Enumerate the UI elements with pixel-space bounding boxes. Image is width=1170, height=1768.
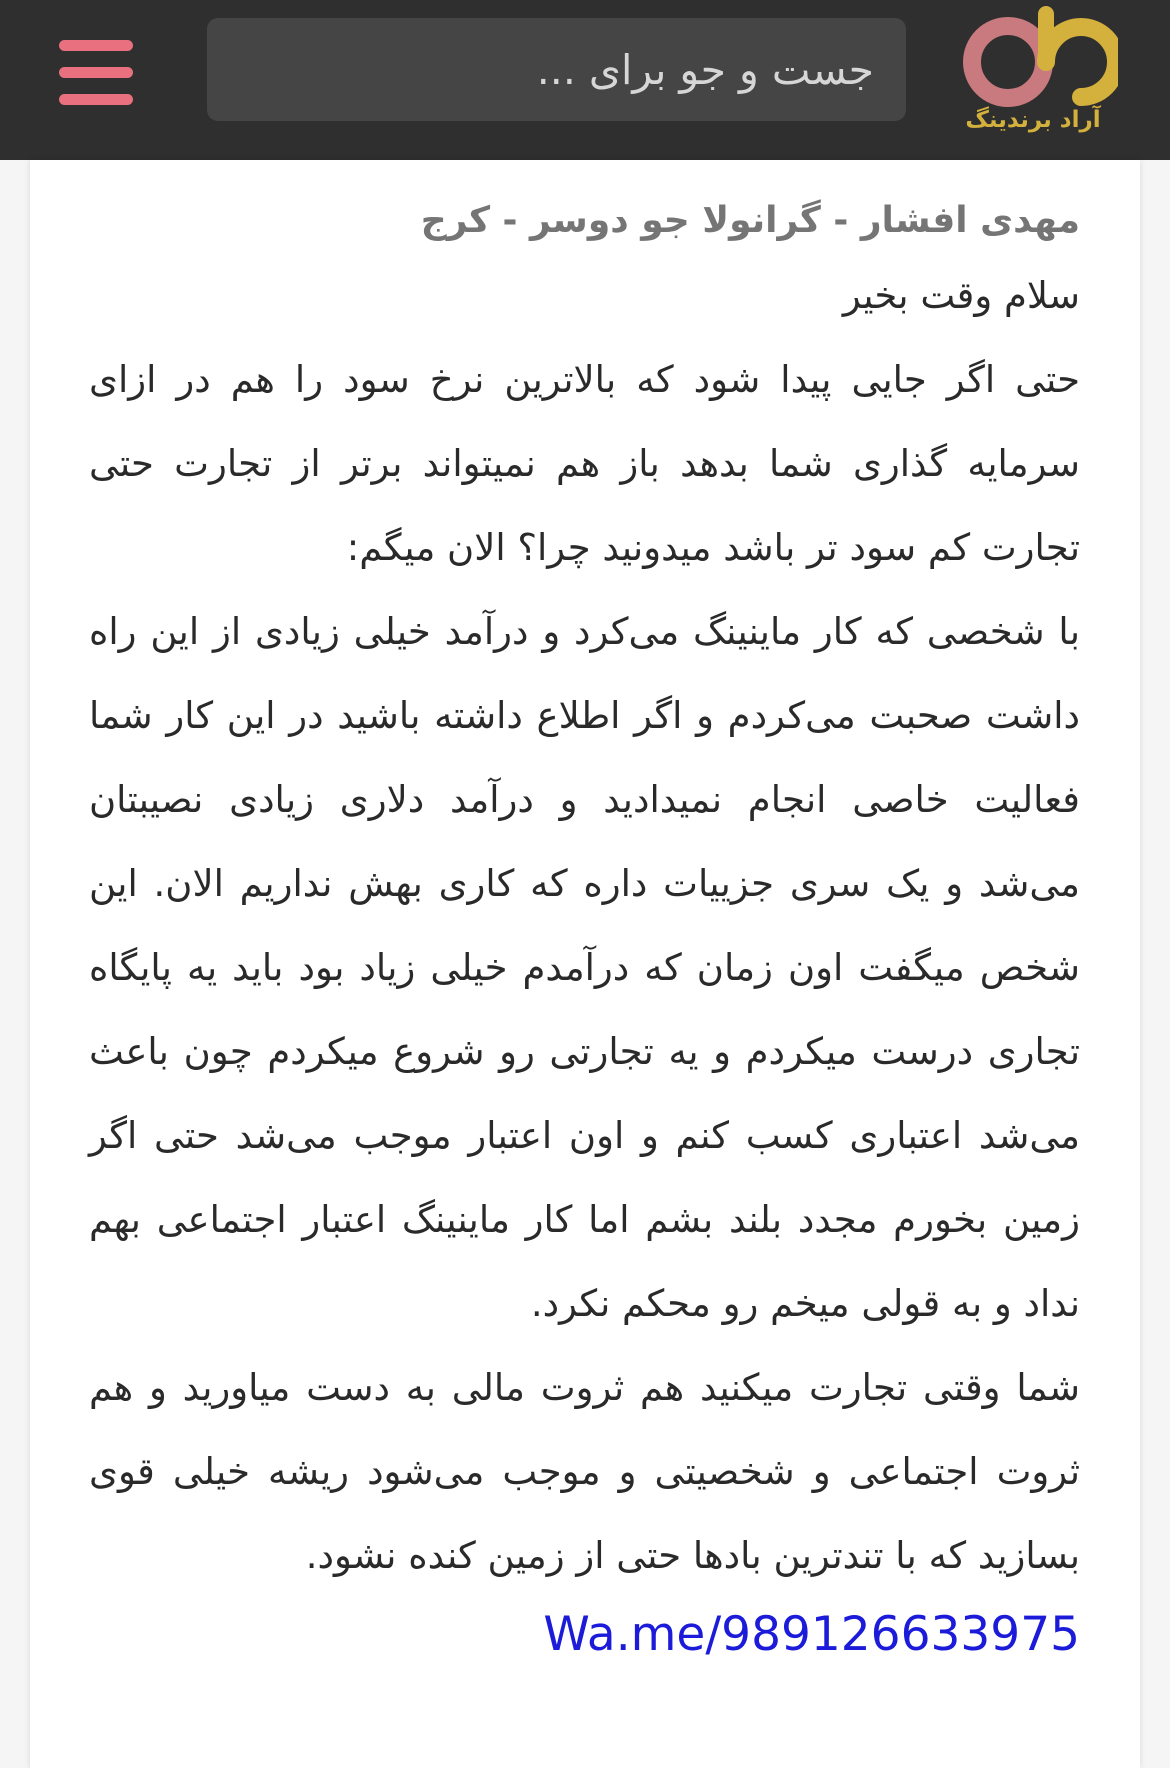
post-content bbox=[89, 188, 1080, 1670]
post-paragraph: با شخصی که کار ماینینگ می‌کرد و درآمد خیلی زیادی از این راه داشت صحبت می‌کردم و اگر اطلاع داشته باشید در این کار شما فعالیت خاصی انجام نمیدادید و درآمد دلاری زیادی نصیبتان می‌شد و یک سری جزییات داره که کاری بهش نداریم الان. این شخص میگفت اون زمان که درآمدم خیلی زیاد بود باید یه پایگاه تجاری درست میکردم و یه تجارتی رو شروع میکردم چون باعث می‌شد اعتباری کسب کنم و اون اعتبار موجب می‌شد حتی اگر زمین بخورم مجدد بلند بشم اما کار ماینینگ اعتبار اجتماعی بهم نداد و به قولی میخم رو محکم نکرد. bbox=[89, 610, 1080, 1325]
logo-text: آراد برندینگ bbox=[965, 107, 1101, 133]
search-input[interactable] bbox=[207, 18, 906, 121]
menu-bar-line bbox=[59, 40, 133, 51]
menu-bar-line bbox=[59, 94, 133, 105]
post-paragraph: شما وقتی تجارت میکنید هم ثروت مالی به دست میاورید و هم ثروت اجتماعی و شخصیتی و موجب می‌شود ریشه خیلی قوی بسازید که با تندترین بادها حتی از زمین کنده نشود. bbox=[89, 1366, 1080, 1577]
brand-logo[interactable] bbox=[948, 2, 1118, 148]
hamburger-menu-icon[interactable] bbox=[59, 40, 133, 104]
logo-mark-icon bbox=[948, 2, 1118, 112]
post-greeting: سلام وقت بخیر bbox=[842, 274, 1080, 317]
post-heading: مهدی افشار - گرانولا جو دوسر - کرج bbox=[420, 200, 1080, 241]
top-navigation-bar bbox=[0, 0, 1170, 160]
post-card bbox=[30, 160, 1140, 1768]
menu-bar-line bbox=[59, 67, 133, 78]
search-box bbox=[207, 18, 906, 121]
post-paragraph: حتی اگر جایی پیدا شود که بالاترین نرخ سود را هم در ازای سرمایه گذاری شما بدهد باز هم نمیتواند برتر از تجارت حتی تجارت کم سود تر باشد میدونید چرا؟ الان میگم: bbox=[89, 358, 1080, 569]
whatsapp-link[interactable]: Wa.me/989126633975 bbox=[543, 1607, 1080, 1662]
